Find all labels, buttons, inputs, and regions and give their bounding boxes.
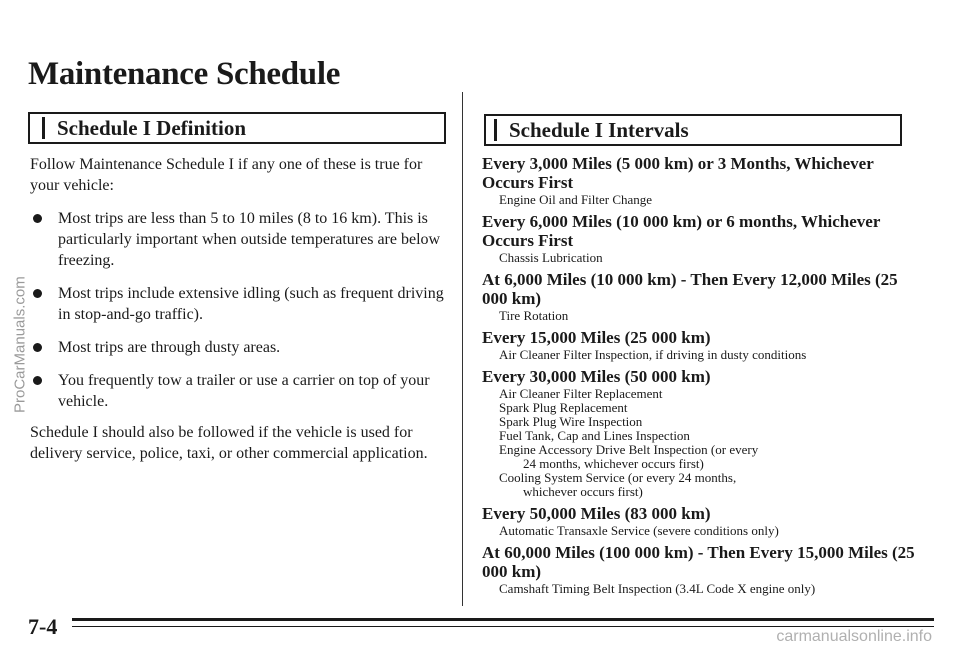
interval-block <box>482 212 922 265</box>
service-list <box>499 251 922 265</box>
service-list <box>499 387 922 499</box>
header-bar-mark <box>42 117 45 139</box>
interval-block <box>482 367 922 499</box>
interval-heading: At 60,000 Miles (100 000 km) - Then Every 15,000 Miles (25 000 km) <box>482 543 915 581</box>
service-item: Spark Plug Wire Inspection <box>499 414 643 429</box>
service-item: Engine Oil and Filter Change <box>499 192 653 207</box>
service-item: Engine Accessory Drive Belt Inspection (or every <box>499 442 759 457</box>
service-list <box>499 348 922 362</box>
footer-rule <box>72 618 934 621</box>
column-divider <box>462 92 463 606</box>
schedule-definition-header <box>28 112 446 144</box>
interval-block <box>482 328 922 362</box>
page-number: 7-4 <box>28 614 58 639</box>
interval-heading: Every 30,000 Miles (50 000 km) <box>482 367 711 386</box>
service-item-continued: whichever occurs first) <box>523 484 643 499</box>
condition-item: Most trips are through dusty areas. <box>30 337 450 358</box>
condition-item: Most trips include extensive idling (such as frequent driving in stop-and-go traffic). <box>30 283 450 325</box>
service-list <box>499 582 922 596</box>
schedule-intervals-title: Schedule I Intervals <box>509 117 689 142</box>
schedule-intervals-section <box>482 154 922 601</box>
footer-watermark: carmanualsonline.info <box>776 628 932 645</box>
interval-block <box>482 154 922 207</box>
service-item: Spark Plug Replacement <box>499 400 628 415</box>
interval-block <box>482 270 922 323</box>
service-item: Chassis Lubrication <box>499 250 603 265</box>
schedule-definition-title: Schedule I Definition <box>57 115 247 140</box>
interval-heading: Every 3,000 Miles (5 000 km) or 3 Months, Whichever Occurs First <box>482 154 874 192</box>
condition-item: You frequently tow a trailer or use a carrier on top of your vehicle. <box>30 370 450 412</box>
interval-heading: Every 50,000 Miles (83 000 km) <box>482 504 711 523</box>
service-item: Air Cleaner Filter Replacement <box>499 386 663 401</box>
service-item-continued: 24 months, whichever occurs first) <box>523 456 704 471</box>
interval-block <box>482 543 922 596</box>
header-bar-mark <box>494 119 497 141</box>
footer-rule-thin <box>72 626 934 627</box>
page-title: Maintenance Schedule <box>28 56 341 92</box>
service-item: Cooling System Service (or every 24 months, <box>499 470 737 485</box>
closing-paragraph: Schedule I should also be followed if the vehicle is used for delivery service, police, taxi, or other commercial application. <box>30 424 428 462</box>
interval-block <box>482 504 922 538</box>
service-item: Camshaft Timing Belt Inspection (3.4L Code X engine only) <box>499 581 816 596</box>
service-list <box>499 309 922 323</box>
side-watermark: ProCarManuals.com <box>11 276 29 414</box>
interval-heading: At 6,000 Miles (10 000 km) - Then Every 12,000 Miles (25 000 km) <box>482 270 898 308</box>
condition-item: Most trips are less than 5 to 10 miles (8 to 16 km). This is particularly important when outside temperatures are below freezing. <box>30 208 450 271</box>
interval-heading: Every 6,000 Miles (10 000 km) or 6 months, Whichever Occurs First <box>482 212 881 250</box>
service-item: Automatic Transaxle Service (severe conditions only) <box>499 523 779 538</box>
intro-paragraph: Follow Maintenance Schedule I if any one of these is true for your vehicle: <box>30 156 423 194</box>
service-item: Fuel Tank, Cap and Lines Inspection <box>499 428 690 443</box>
service-item: Air Cleaner Filter Inspection, if driving in dusty conditions <box>499 347 807 362</box>
service-item: Tire Rotation <box>499 308 569 323</box>
interval-heading: Every 15,000 Miles (25 000 km) <box>482 328 711 347</box>
service-list <box>499 524 922 538</box>
schedule-intervals-header <box>484 114 902 146</box>
schedule-definition-section <box>30 154 450 464</box>
condition-list <box>30 208 450 412</box>
service-list <box>499 193 922 207</box>
